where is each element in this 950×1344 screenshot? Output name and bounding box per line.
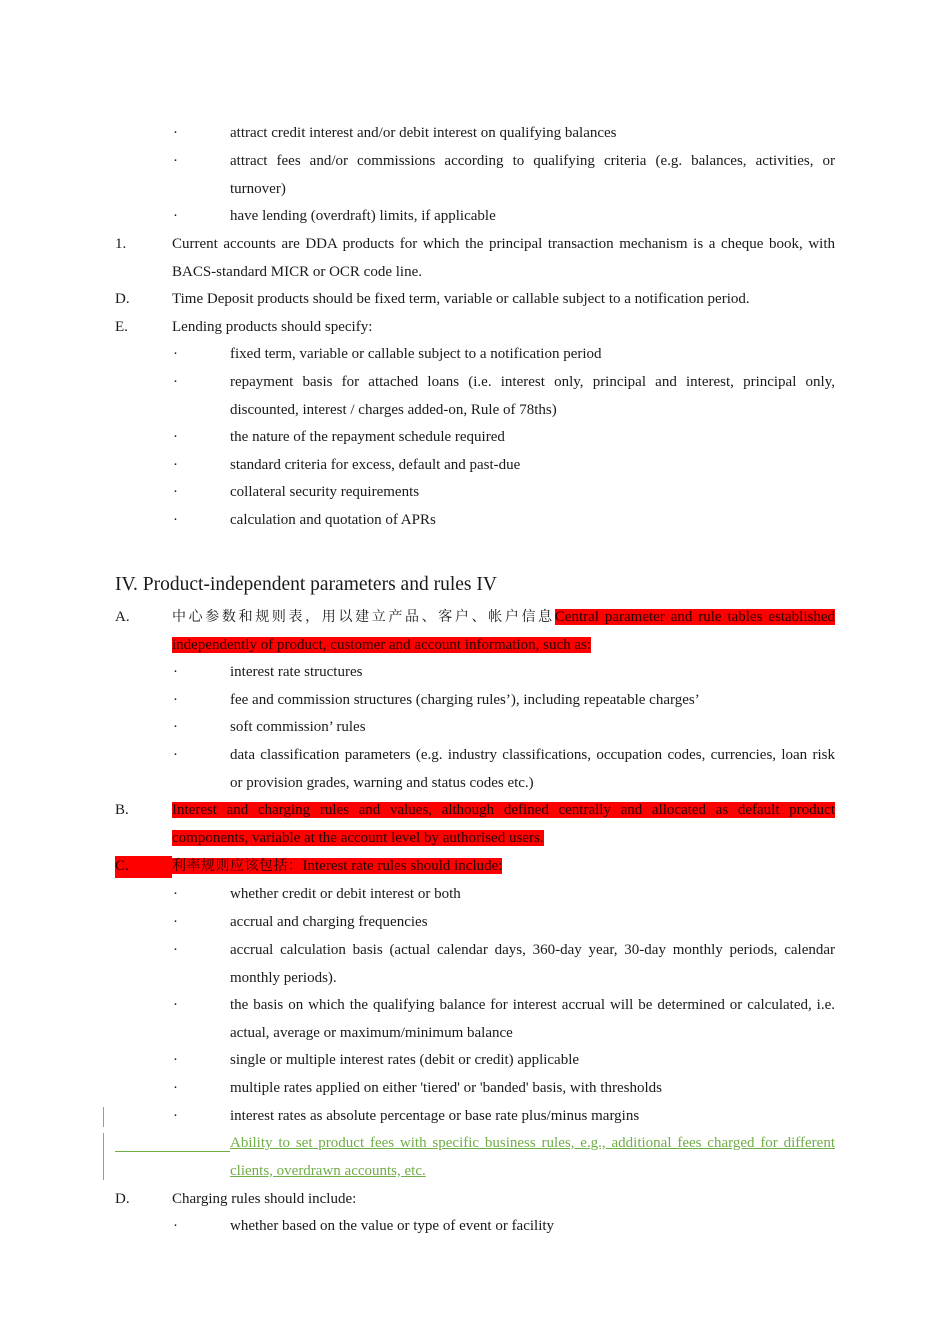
list-item-text: data classification parameters (e.g. industry classifications, occupation codes, currencies, loan risk or provision grades, warning and status codes etc.) bbox=[230, 747, 835, 791]
item-text: Time Deposit products should be fixed term, variable or callable subject to a notification period. bbox=[172, 291, 750, 307]
revision-bar bbox=[103, 1107, 104, 1127]
list-item-text: standard criteria for excess, default and past-due bbox=[230, 457, 521, 473]
list-item-text: calculation and quotation of APRs bbox=[230, 512, 436, 528]
list-item-text: whether based on the value or type of event or facility bbox=[230, 1218, 555, 1234]
bullet-glyph: · bbox=[173, 429, 178, 445]
list-item-text: multiple rates applied on either 'tiered' or 'banded' basis, with thresholds bbox=[230, 1080, 662, 1096]
bullet-glyph: · bbox=[173, 1052, 178, 1068]
list-item-text: the basis on which the qualifying balance for interest accrual will be determined or calculated, i.e. actual, average or maximum/minimum balance bbox=[230, 997, 835, 1041]
bullet-glyph: · bbox=[173, 747, 178, 763]
bullet-glyph: · bbox=[173, 886, 178, 902]
item-label: E. bbox=[115, 319, 128, 335]
item-label: A. bbox=[115, 609, 130, 625]
item-text bbox=[172, 853, 835, 881]
bullet-glyph: · bbox=[173, 997, 178, 1013]
list-item-text: whether credit or debit interest or both bbox=[230, 886, 461, 902]
highlighted-text: Interest and charging rules and values, although defined centrally and allocated as default product components, variable at the account level by authorised users. bbox=[172, 802, 835, 846]
insertion-underline bbox=[115, 1151, 230, 1152]
bullet-glyph: · bbox=[173, 153, 178, 169]
bullet-glyph: · bbox=[173, 664, 178, 680]
item-text: Charging rules should include: bbox=[172, 1191, 357, 1207]
bullet-glyph: · bbox=[173, 346, 178, 362]
revision-bar bbox=[103, 1133, 104, 1180]
highlighted-text: Central parameter and rule tables established independently of product, customer and account information, such as: bbox=[172, 609, 835, 653]
chinese-annotation: 中心参数和规则表，用以建立产品、客户、帐户信息 bbox=[172, 609, 555, 625]
bullet-glyph: · bbox=[173, 942, 178, 958]
list-item-text: fee and commission structures (charging rules’), including repeatable charges’ bbox=[230, 692, 700, 708]
bullet-glyph: · bbox=[173, 692, 178, 708]
item-label: B. bbox=[115, 802, 129, 818]
bullet-glyph: · bbox=[173, 457, 178, 473]
bullet-glyph: · bbox=[173, 125, 178, 141]
list-item-text: interest rates as absolute percentage or base rate plus/minus margins bbox=[230, 1108, 640, 1124]
chinese-annotation: 利率规则应该包括： bbox=[172, 858, 303, 874]
item-text: Current accounts are DDA products for which the principal transaction mechanism is a cheque book, with BACS-standard MICR or OCR code line. bbox=[172, 236, 835, 280]
item-text bbox=[172, 604, 835, 659]
bullet-glyph: · bbox=[173, 719, 178, 735]
bullet-glyph: · bbox=[173, 208, 178, 224]
item-text: Lending products should specify: bbox=[172, 319, 373, 335]
bullet-glyph: · bbox=[173, 1080, 178, 1096]
list-item-text: accrual calculation basis (actual calendar days, 360-day year, 30-day monthly periods, calendar monthly periods). bbox=[230, 942, 835, 986]
item-label: 1. bbox=[115, 236, 127, 252]
list-item-text: the nature of the repayment schedule required bbox=[230, 429, 505, 445]
item-label: C. bbox=[115, 858, 129, 874]
bullet-glyph: · bbox=[173, 914, 178, 930]
list-item-text: accrual and charging frequencies bbox=[230, 914, 428, 930]
bullet-glyph: · bbox=[173, 1218, 178, 1234]
list-item-text: single or multiple interest rates (debit or credit) applicable bbox=[230, 1052, 580, 1068]
list-item-text: soft commission’ rules bbox=[230, 719, 366, 735]
list-item-text: repayment basis for attached loans (i.e. interest only, principal and interest, principal only, discounted, interest / charges added-on, Rule of 78ths) bbox=[230, 374, 835, 418]
bullet-glyph: · bbox=[173, 1108, 178, 1124]
bullet-glyph: · bbox=[173, 374, 178, 390]
bullet-glyph: · bbox=[173, 484, 178, 500]
list-item-text: attract credit interest and/or debit interest on qualifying balances bbox=[230, 125, 617, 141]
list-item-text: fixed term, variable or callable subject to a notification period bbox=[230, 346, 602, 362]
inserted-text: Ability to set product fees with specific business rules, e.g., additional fees charged for different clients, overdrawn accounts, etc. bbox=[230, 1135, 835, 1179]
section-heading: IV. Product-independent parameters and rules IV bbox=[115, 574, 497, 595]
item-text bbox=[172, 797, 835, 852]
item-label: D. bbox=[115, 1191, 130, 1207]
list-item-text: collateral security requirements bbox=[230, 484, 420, 500]
item-label: D. bbox=[115, 291, 130, 307]
list-item-text: interest rate structures bbox=[230, 664, 363, 680]
list-item-text: have lending (overdraft) limits, if applicable bbox=[230, 208, 496, 224]
highlighted-text: Interest rate rules should include: bbox=[302, 858, 503, 874]
list-item-text: attract fees and/or commissions according to qualifying criteria (e.g. balances, activities, or turnover) bbox=[230, 153, 835, 197]
bullet-glyph: · bbox=[173, 512, 178, 528]
